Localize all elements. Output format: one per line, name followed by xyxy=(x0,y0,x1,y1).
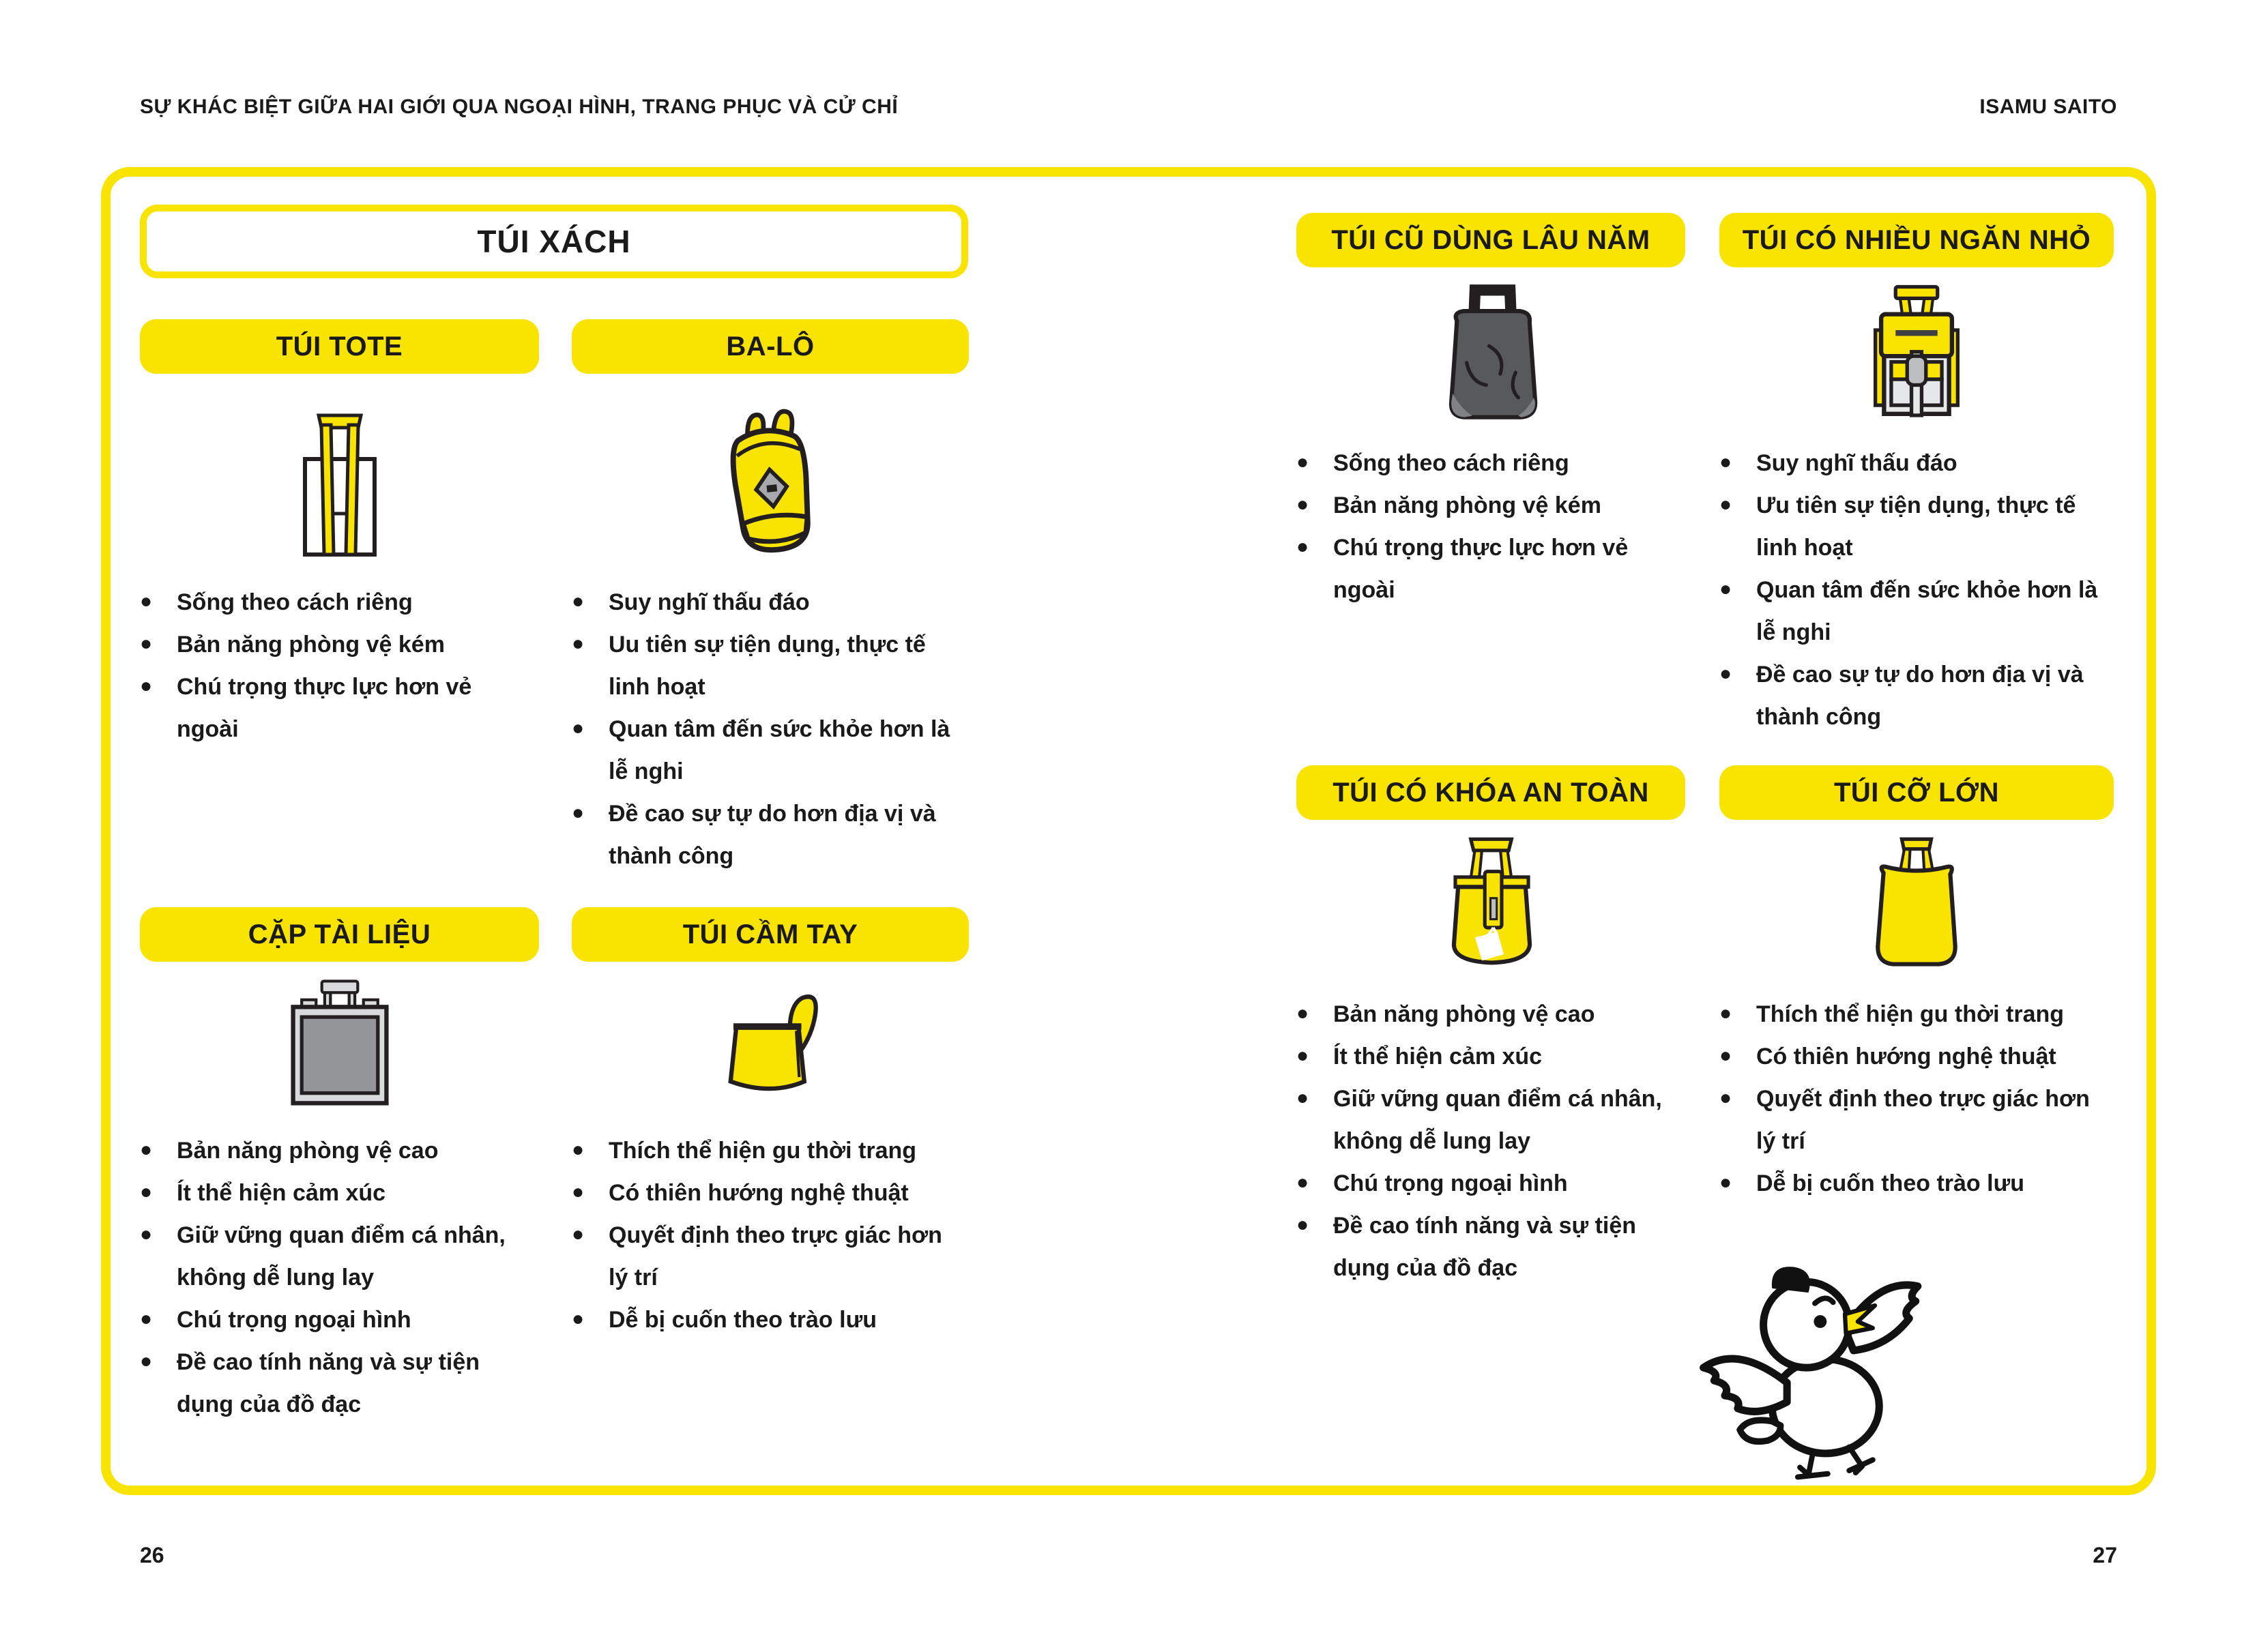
bullet-list-tote xyxy=(140,581,532,750)
list-item: ● Sống theo cách riêng xyxy=(140,581,532,623)
section-header-large-bag: TÚI CỠ LỚN xyxy=(1719,765,2114,820)
section-header-briefcase: CẶP TÀI LIỆU xyxy=(140,907,539,962)
bullet-dot: ● xyxy=(1719,1087,1732,1109)
list-item: ● Bản năng phòng vệ cao xyxy=(140,1130,532,1172)
list-item: ● Chú trọng thực lực hơn vẻ ngoài xyxy=(1296,527,1680,611)
section-header-lock-bag: TÚI CÓ KHÓA AN TOÀN xyxy=(1296,765,1685,820)
bullet-list-old-bag xyxy=(1296,442,1680,611)
section-header-balo: BA-LÔ xyxy=(572,319,969,374)
bird-with-hat-icon xyxy=(1685,1260,1945,1486)
page-title: TÚI XÁCH xyxy=(140,205,968,278)
list-item: ● Bản năng phòng vệ cao xyxy=(1296,993,1680,1035)
bullet-dot: ● xyxy=(140,1223,153,1245)
bullet-dot: ● xyxy=(140,590,153,613)
bullet-dot: ● xyxy=(1296,1044,1309,1067)
bullet-list-multi-pocket xyxy=(1719,442,2108,738)
bullet-dot: ● xyxy=(1719,1044,1732,1067)
old-duffel-bag-icon xyxy=(1296,271,1685,427)
bullet-dot: ● xyxy=(1296,1213,1309,1236)
backpack-icon xyxy=(572,382,969,566)
running-head-right: ISAMU SAITO xyxy=(1979,95,2117,118)
list-item: ● Bản năng phòng vệ kém xyxy=(1296,484,1680,527)
lock-bag-icon xyxy=(1296,827,1685,974)
section-header-old-bag: TÚI CŨ DÙNG LÂU NĂM xyxy=(1296,213,1685,267)
list-item: ● Uu tiên sự tiện dụng, thực tế linh hoạt xyxy=(572,623,962,708)
list-item: ● Có thiên hướng nghệ thuật xyxy=(572,1172,962,1214)
running-head-left: SỰ KHÁC BIỆT GIỮA HAI GIỚI QUA NGOẠI HÌNH, TRANG PHỤC VÀ CỬ CHỈ xyxy=(140,95,899,118)
briefcase-icon xyxy=(140,967,539,1112)
list-item: ● Đề cao tính năng và sự tiện dụng của đồ đạc xyxy=(140,1341,532,1426)
bullet-list-briefcase xyxy=(140,1130,532,1426)
bullet-dot: ● xyxy=(572,717,585,739)
clutch-bag-icon xyxy=(572,967,969,1112)
list-item: ● Sống theo cách riêng xyxy=(1296,442,1680,484)
list-item: ● Suy nghĩ thấu đáo xyxy=(1719,442,2108,484)
bullet-dot: ● xyxy=(1719,1171,1732,1194)
bullet-dot: ● xyxy=(1296,493,1309,516)
bullet-dot: ● xyxy=(1296,1087,1309,1109)
bullet-dot: ● xyxy=(572,1308,585,1330)
list-item: ● Quyết định theo trực giác hơn lý trí xyxy=(1719,1078,2108,1162)
bullet-dot: ● xyxy=(140,1308,153,1330)
list-item: ● Suy nghĩ thấu đáo xyxy=(572,581,962,623)
list-item: ● Chú trọng ngoại hình xyxy=(140,1299,532,1341)
bullet-dot: ● xyxy=(572,1138,585,1161)
bullet-dot: ● xyxy=(1296,451,1309,473)
bullet-dot: ● xyxy=(1296,535,1309,558)
section-header-multi-pocket: TÚI CÓ NHIỀU NGĂN NHỎ xyxy=(1719,213,2114,267)
bullet-dot: ● xyxy=(1719,451,1732,473)
bullet-list-lock-bag xyxy=(1296,993,1680,1289)
bullet-dot: ● xyxy=(572,590,585,613)
list-item: ● Ít thể hiện cảm xúc xyxy=(1296,1035,1680,1078)
list-item: ● Quan tâm đến sức khỏe hơn là lễ nghi xyxy=(1719,569,2108,653)
list-item: ● Thích thể hiện gu thời trang xyxy=(1719,993,2108,1035)
bullet-dot: ● xyxy=(140,1181,153,1203)
list-item: ● Bản năng phòng vệ kém xyxy=(140,623,532,666)
bullet-dot: ● xyxy=(140,1350,153,1372)
list-item: ● Dễ bị cuốn theo trào lưu xyxy=(1719,1162,2108,1205)
list-item: ● Giữ vững quan điểm cá nhân, không dễ lung lay xyxy=(140,1214,532,1299)
bullet-dot: ● xyxy=(1296,1171,1309,1194)
multi-pocket-bag-icon xyxy=(1719,271,2114,427)
bullet-dot: ● xyxy=(1719,1002,1732,1024)
list-item: ● Quan tâm đến sức khỏe hơn là lễ nghi xyxy=(572,708,962,793)
bullet-dot: ● xyxy=(572,801,585,824)
large-bag-icon xyxy=(1719,827,2114,974)
bullet-dot: ● xyxy=(140,632,153,655)
list-item: ● Thích thể hiện gu thời trang xyxy=(572,1130,962,1172)
bullet-list-large-bag xyxy=(1719,993,2108,1205)
bullet-dot: ● xyxy=(1719,493,1732,516)
bullet-dot: ● xyxy=(140,1138,153,1161)
list-item: ● Đề cao sự tự do hơn địa vị và thành công xyxy=(572,793,962,877)
bullet-dot: ● xyxy=(572,1223,585,1245)
bullet-list-balo xyxy=(572,581,962,877)
bullet-dot: ● xyxy=(1719,578,1732,600)
list-item: ● Chú trọng ngoại hình xyxy=(1296,1162,1680,1205)
bullet-dot: ● xyxy=(1296,1002,1309,1024)
list-item: ● Đề cao sự tự do hơn địa vị và thành công xyxy=(1719,653,2108,738)
bullet-dot: ● xyxy=(1719,662,1732,685)
bullet-dot: ● xyxy=(572,1181,585,1203)
list-item: ● Giữ vững quan điểm cá nhân, không dễ lung lay xyxy=(1296,1078,1680,1162)
list-item: ● Chú trọng thực lực hơn vẻ ngoài xyxy=(140,666,532,750)
list-item: ● Dễ bị cuốn theo trào lưu xyxy=(572,1299,962,1341)
list-item: ● Đề cao tính năng và sự tiện dụng của đồ đạc xyxy=(1296,1205,1680,1289)
section-header-tote: TÚI TOTE xyxy=(140,319,539,374)
list-item: ● Ưu tiên sự tiện dụng, thực tế linh hoạt xyxy=(1719,484,2108,569)
bullet-list-clutch xyxy=(572,1130,962,1341)
list-item: ● Có thiên hướng nghệ thuật xyxy=(1719,1035,2108,1078)
bullet-dot: ● xyxy=(572,632,585,655)
tote-bag-icon xyxy=(140,382,539,566)
list-item: ● Ít thể hiện cảm xúc xyxy=(140,1172,532,1214)
bullet-dot: ● xyxy=(140,675,153,697)
page-number-left: 26 xyxy=(140,1543,164,1567)
section-header-clutch: TÚI CẦM TAY xyxy=(572,907,969,962)
page-number-right: 27 xyxy=(2093,1543,2117,1567)
list-item: ● Quyết định theo trực giác hơn lý trí xyxy=(572,1214,962,1299)
